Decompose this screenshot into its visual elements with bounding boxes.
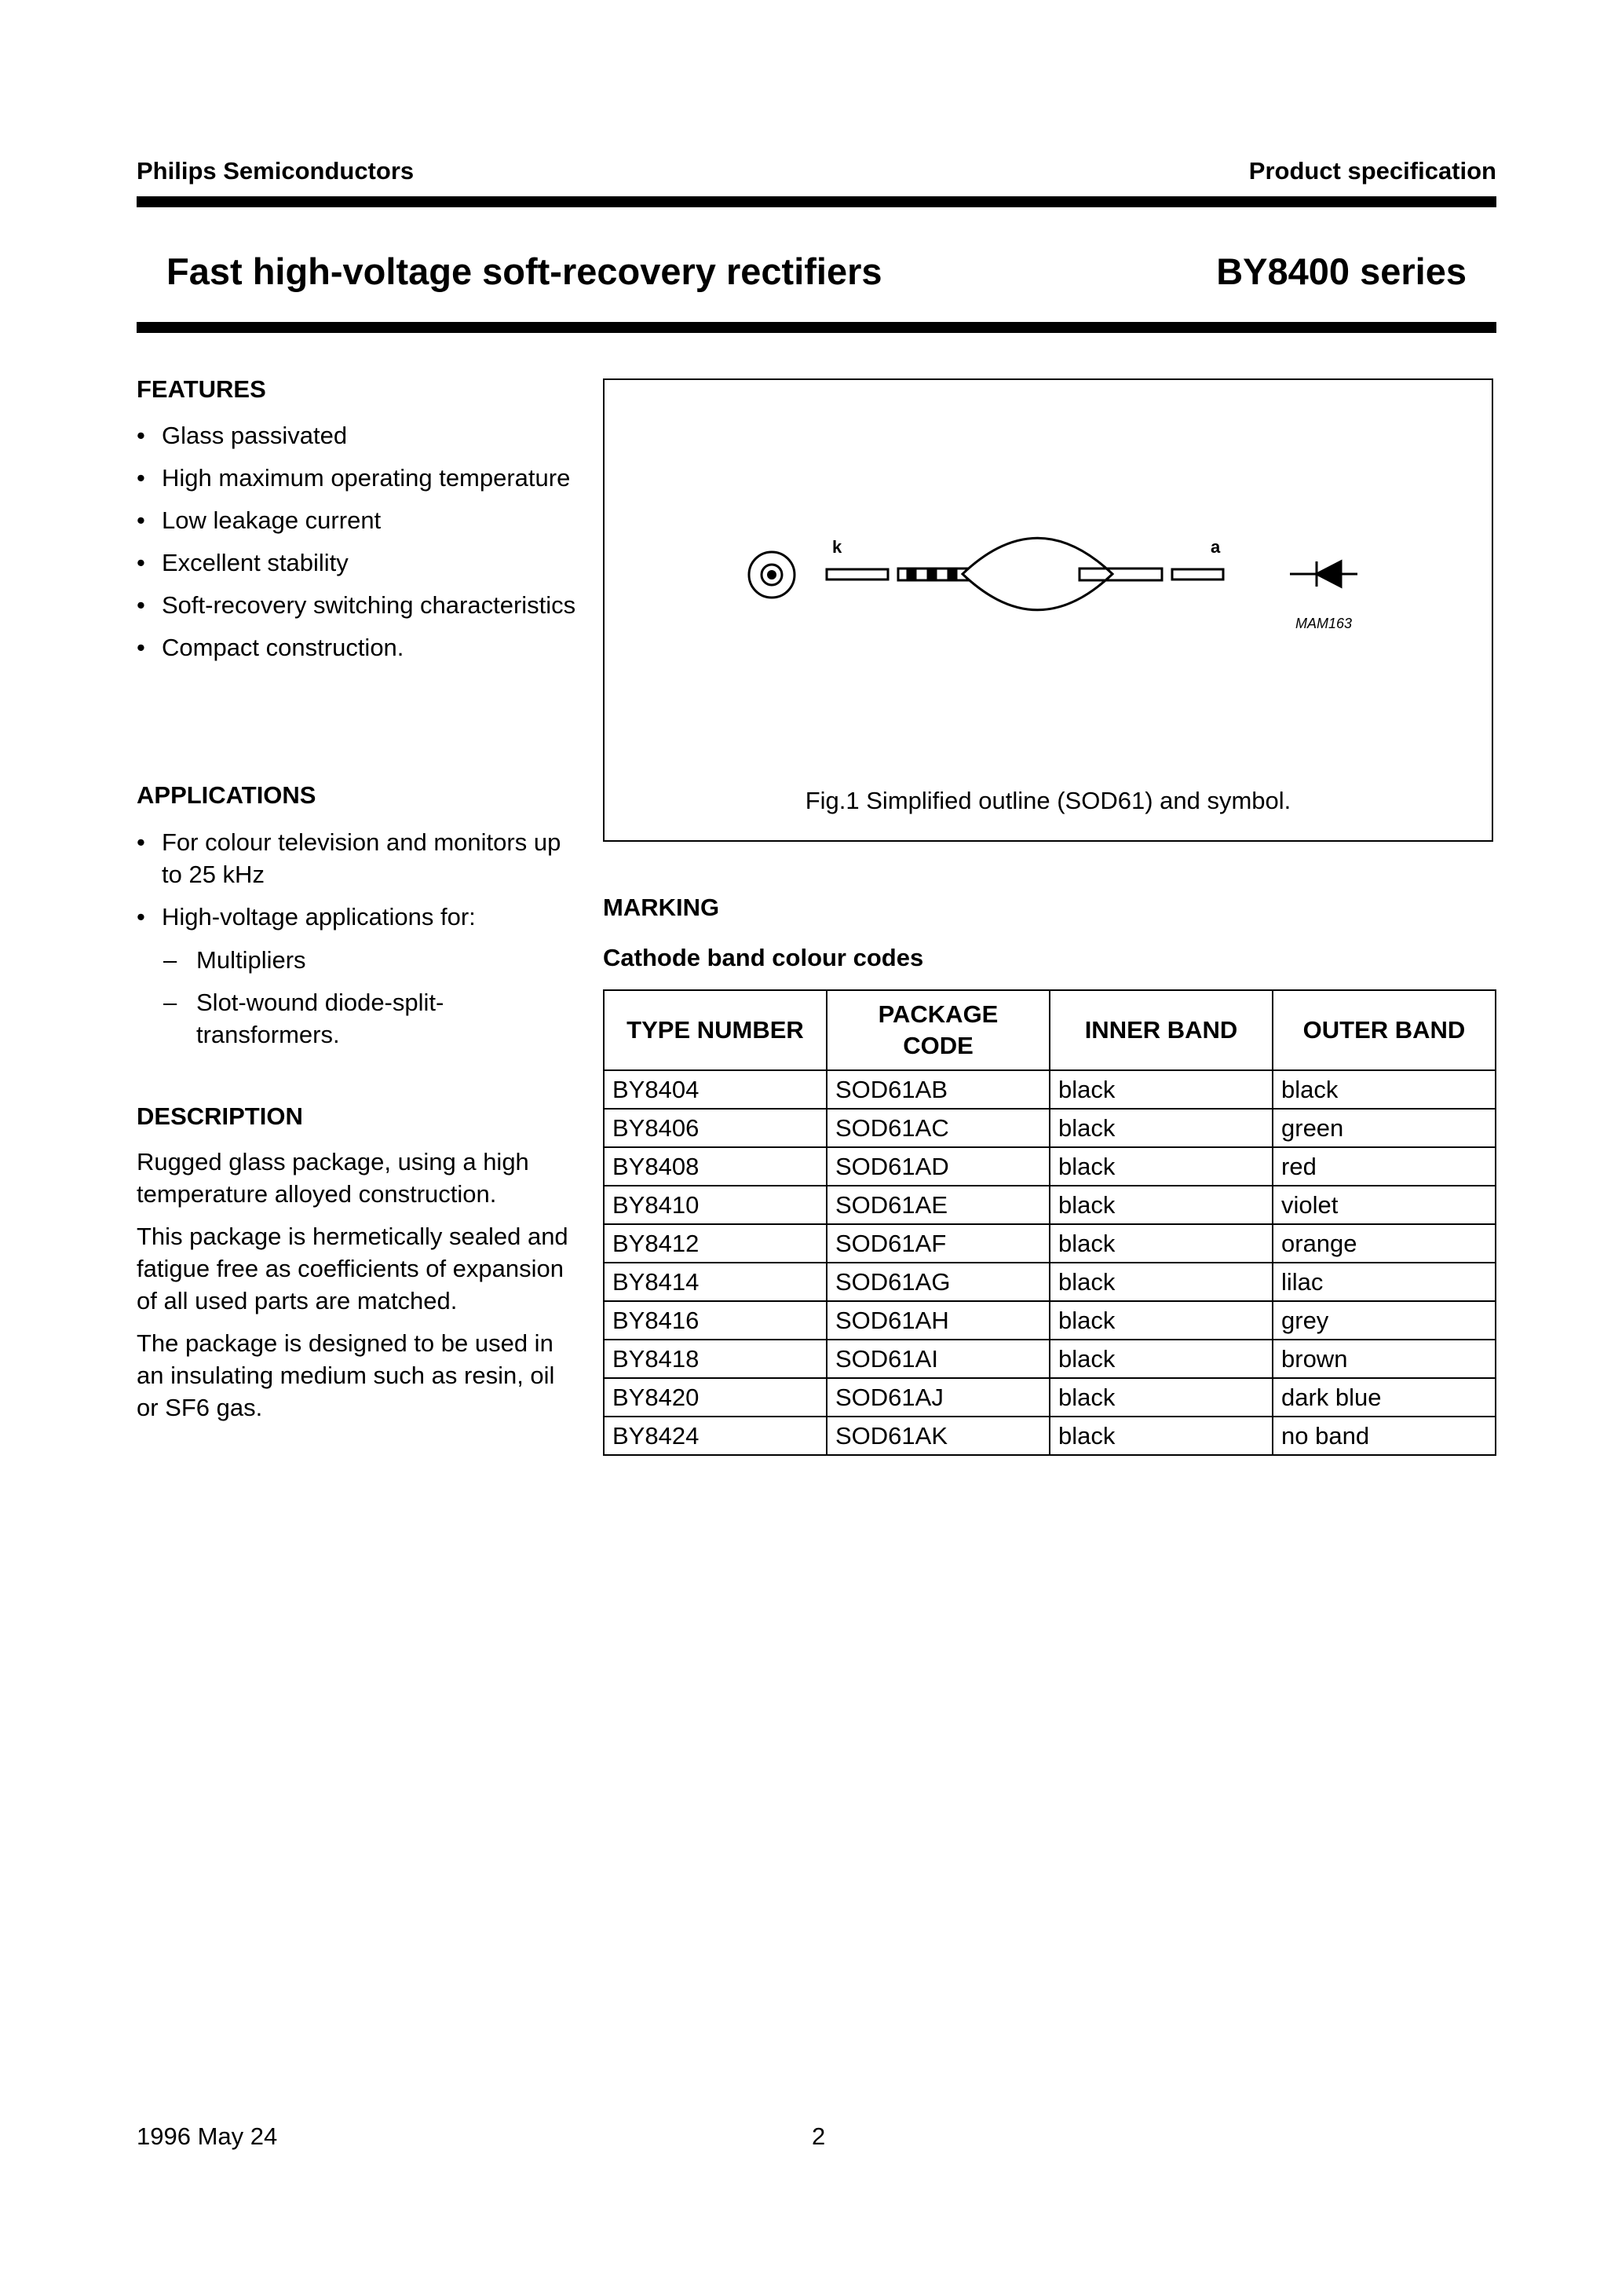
table-cell: dark blue — [1273, 1378, 1496, 1417]
table-row — [604, 1301, 1496, 1340]
applications-sublist — [163, 944, 477, 1061]
footer-date: 1996 May 24 — [137, 2122, 278, 2150]
table-cell: BY8412 — [604, 1224, 827, 1263]
title-rule — [137, 322, 1496, 333]
table-row — [604, 1378, 1496, 1417]
table-cell: black — [1050, 1109, 1273, 1147]
end-view-icon — [749, 552, 795, 598]
list-item: • High maximum operating temperature — [137, 462, 576, 494]
series-name: BY8400 series — [1216, 250, 1467, 292]
table-cell: BY8414 — [604, 1263, 827, 1301]
table-header-row — [604, 990, 1496, 1070]
sod61-outline-figure — [605, 380, 1492, 840]
table-cell: black — [1050, 1417, 1273, 1455]
table-cell: BY8410 — [604, 1186, 827, 1224]
applications-list — [137, 826, 576, 943]
anode-label: a — [1211, 537, 1221, 557]
table-row — [604, 1263, 1496, 1301]
table-cell: violet — [1273, 1186, 1496, 1224]
list-item: • Excellent stability — [137, 547, 576, 579]
table-cell: SOD61AC — [827, 1109, 1050, 1147]
company-name: Philips Semiconductors — [137, 157, 415, 185]
table-cell: orange — [1273, 1224, 1496, 1263]
table-cell: SOD61AI — [827, 1340, 1050, 1378]
table-row — [604, 1070, 1496, 1109]
table-cell: SOD61AJ — [827, 1378, 1050, 1417]
table-cell: black — [1050, 1186, 1273, 1224]
table-cell: black — [1050, 1263, 1273, 1301]
cathode-label: k — [832, 537, 842, 557]
description-paragraph: The package is designed to be used in an insulating medium such as resin, oil or SF6 gas. — [137, 1329, 555, 1421]
table-cell: black — [1273, 1070, 1496, 1109]
header-rule — [137, 196, 1496, 207]
cathode-band-table — [603, 989, 1496, 1456]
table-row — [604, 1224, 1496, 1263]
figure-code: MAM163 — [1295, 616, 1353, 631]
page-number: 2 — [812, 2122, 826, 2150]
table-cell: green — [1273, 1109, 1496, 1147]
features-heading: FEATURES — [137, 375, 266, 403]
table-cell: black — [1050, 1340, 1273, 1378]
list-item: • High-voltage applications for: — [137, 901, 576, 933]
diode-symbol-icon — [1290, 561, 1357, 587]
table-cell: BY8408 — [604, 1147, 827, 1186]
page-title: Fast high-voltage soft-recovery rectifiers — [166, 250, 882, 292]
table-cell: black — [1050, 1301, 1273, 1340]
marking-heading: MARKING — [603, 894, 720, 921]
table-cell: BY8420 — [604, 1378, 827, 1417]
table-row — [604, 1109, 1496, 1147]
table-cell: BY8416 — [604, 1301, 827, 1340]
table-cell: SOD61AK — [827, 1417, 1050, 1455]
table-cell: lilac — [1273, 1263, 1496, 1301]
description-heading: DESCRIPTION — [137, 1102, 303, 1130]
list-item: – Multipliers — [163, 944, 477, 976]
list-item: • Glass passivated — [137, 419, 576, 452]
table-cell: BY8406 — [604, 1109, 827, 1147]
table-cell: SOD61AE — [827, 1186, 1050, 1224]
column-header: PACKAGE CODE — [827, 990, 1050, 1070]
diode-body-icon — [827, 538, 1223, 610]
table-row — [604, 1186, 1496, 1224]
figure-box — [603, 378, 1493, 842]
column-header: OUTER BAND — [1273, 990, 1496, 1070]
description-paragraph: Rugged glass package, using a high temperature alloyed construction. — [137, 1148, 529, 1208]
document-type: Product specification — [1248, 157, 1496, 185]
description-text — [137, 1146, 576, 1434]
table-cell: black — [1050, 1378, 1273, 1417]
list-item: • Low leakage current — [137, 504, 576, 536]
list-item: • Soft-recovery switching characteristics — [137, 589, 576, 621]
table-cell: no band — [1273, 1417, 1496, 1455]
table-row — [604, 1417, 1496, 1455]
table-cell: brown — [1273, 1340, 1496, 1378]
list-item: • Compact construction. — [137, 631, 576, 664]
table-cell: black — [1050, 1224, 1273, 1263]
marking-subheading: Cathode band colour codes — [603, 944, 924, 971]
table-cell: red — [1273, 1147, 1496, 1186]
table-cell: black — [1050, 1147, 1273, 1186]
column-header: INNER BAND — [1050, 990, 1273, 1070]
description-paragraph: This package is hermetically sealed and fatigue free as coefficients of expansion of all used parts are matched. — [137, 1223, 568, 1314]
features-list — [137, 419, 576, 674]
list-item: • For colour television and monitors up to 25 kHz — [137, 826, 576, 890]
figure-caption: Fig.1 Simplified outline (SOD61) and symbol. — [805, 787, 1291, 814]
table-cell: SOD61AG — [827, 1263, 1050, 1301]
list-item: – Slot-wound diode-split-transformers. — [163, 986, 477, 1051]
table-cell: BY8418 — [604, 1340, 827, 1378]
table-row — [604, 1147, 1496, 1186]
table-cell: SOD61AH — [827, 1301, 1050, 1340]
table-cell: SOD61AD — [827, 1147, 1050, 1186]
table-row — [604, 1340, 1496, 1378]
table-cell: BY8424 — [604, 1417, 827, 1455]
table-cell: SOD61AF — [827, 1224, 1050, 1263]
applications-heading: APPLICATIONS — [137, 781, 316, 809]
table-cell: SOD61AB — [827, 1070, 1050, 1109]
column-header: TYPE NUMBER — [604, 990, 827, 1070]
table-cell: black — [1050, 1070, 1273, 1109]
table-cell: grey — [1273, 1301, 1496, 1340]
table-cell: BY8404 — [604, 1070, 827, 1109]
